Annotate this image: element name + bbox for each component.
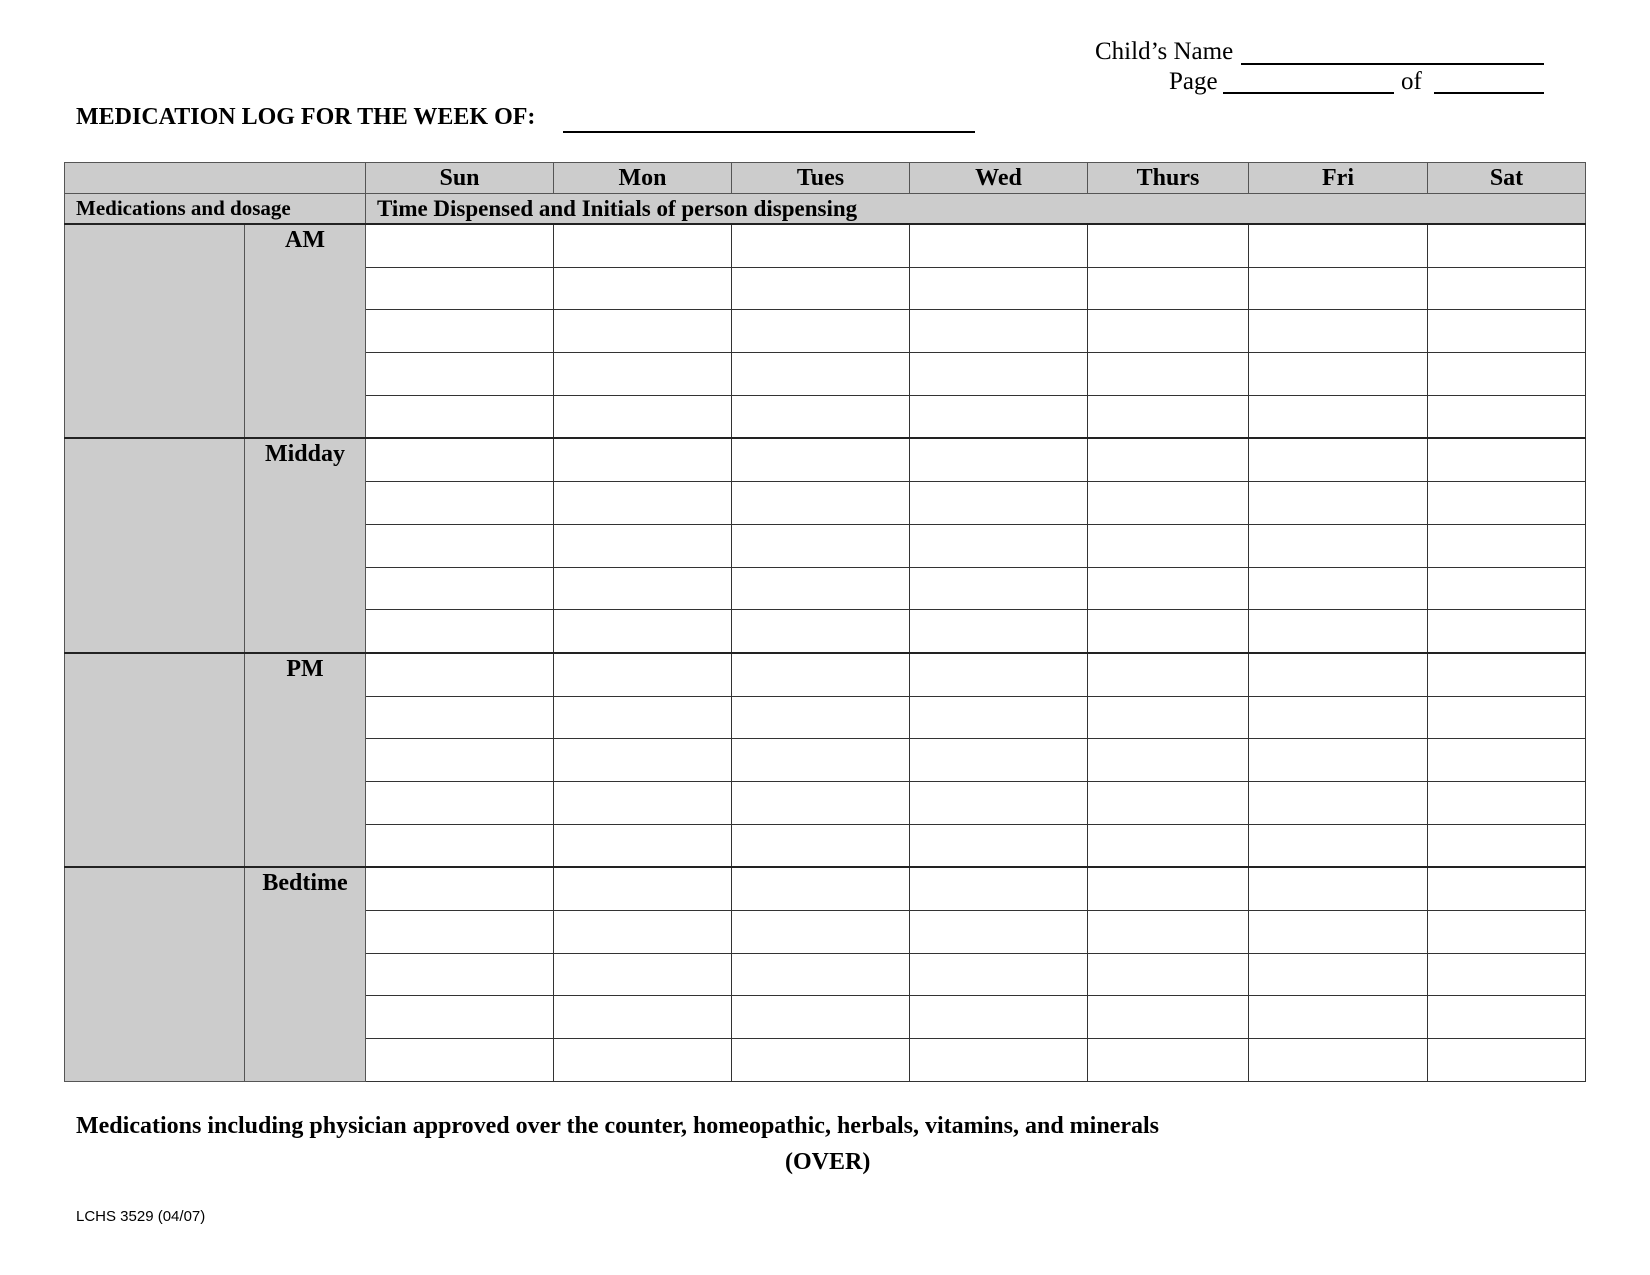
dispense-cell-thurs[interactable]	[1088, 567, 1249, 610]
dispense-cell-tues[interactable]	[732, 696, 910, 739]
dispense-cell-wed[interactable]	[910, 610, 1088, 653]
subheader-row	[65, 194, 1586, 225]
dispense-cell-fri[interactable]	[1249, 567, 1428, 610]
dispense-cell-sat[interactable]	[1428, 824, 1586, 867]
time-slot-label: PM	[245, 653, 366, 867]
dispense-cell-tues[interactable]	[732, 482, 910, 525]
dispense-cell-tues[interactable]	[732, 310, 910, 353]
dispense-cell-sun[interactable]	[366, 353, 554, 396]
page-title: MEDICATION LOG FOR THE WEEK OF:	[76, 104, 536, 130]
dispense-cell-tues[interactable]	[732, 610, 910, 653]
dispense-cell-sat[interactable]	[1428, 567, 1586, 610]
dispense-cell-sun[interactable]	[366, 911, 554, 954]
dispense-cell-sun[interactable]	[366, 781, 554, 824]
childs-name-label: Child’s Name	[1095, 38, 1234, 65]
time-slot-label: AM	[245, 224, 366, 438]
dispense-cell-tues[interactable]	[732, 953, 910, 996]
dispense-cell-wed[interactable]	[910, 567, 1088, 610]
dispense-cell-sat[interactable]	[1428, 353, 1586, 396]
dispense-cell-thurs[interactable]	[1088, 1039, 1249, 1082]
dispense-cell-mon[interactable]	[554, 353, 732, 396]
dispense-cell-thurs[interactable]	[1088, 267, 1249, 310]
dispense-cell-sat[interactable]	[1428, 224, 1586, 267]
dispense-cell-sun[interactable]	[366, 310, 554, 353]
dispense-cell-fri[interactable]	[1249, 438, 1428, 481]
dispense-cell-fri[interactable]	[1249, 482, 1428, 525]
form-code: LCHS 3529 (04/07)	[76, 1208, 206, 1225]
dispense-cell-sun[interactable]	[366, 1039, 554, 1082]
dispense-cell-wed[interactable]	[910, 781, 1088, 824]
dispense-cell-tues[interactable]	[732, 524, 910, 567]
dispense-cell-mon[interactable]	[554, 1039, 732, 1082]
dispense-cell-tues[interactable]	[732, 567, 910, 610]
dispense-cell-fri[interactable]	[1249, 696, 1428, 739]
dispense-cell-thurs[interactable]	[1088, 867, 1249, 910]
dispense-cell-thurs[interactable]	[1088, 310, 1249, 353]
dispense-cell-tues[interactable]	[732, 911, 910, 954]
of-label: of	[1401, 68, 1422, 95]
day-header-sat: Sat	[1428, 163, 1586, 194]
dispense-cell-wed[interactable]	[910, 267, 1088, 310]
dispense-cell-sat[interactable]	[1428, 395, 1586, 438]
medication-dosage-cell[interactable]	[65, 867, 245, 1081]
dispense-cell-sun[interactable]	[366, 482, 554, 525]
dispense-cell-tues[interactable]	[732, 653, 910, 696]
dispense-cell-wed[interactable]	[910, 1039, 1088, 1082]
dispense-cell-fri[interactable]	[1249, 267, 1428, 310]
dispense-cell-sat[interactable]	[1428, 696, 1586, 739]
dispense-cell-mon[interactable]	[554, 953, 732, 996]
dispense-cell-fri[interactable]	[1249, 395, 1428, 438]
dispense-cell-sun[interactable]	[366, 395, 554, 438]
dispense-cell-sat[interactable]	[1428, 1039, 1586, 1082]
dispense-cell-mon[interactable]	[554, 911, 732, 954]
dispense-cell-tues[interactable]	[732, 996, 910, 1039]
dispense-cell-thurs[interactable]	[1088, 653, 1249, 696]
dispense-cell-fri[interactable]	[1249, 739, 1428, 782]
header-blank-cell	[65, 163, 366, 194]
medication-dosage-cell[interactable]	[65, 224, 245, 438]
dispense-cell-wed[interactable]	[910, 224, 1088, 267]
dispense-cell-wed[interactable]	[910, 696, 1088, 739]
dispense-cell-thurs[interactable]	[1088, 524, 1249, 567]
dispense-cell-fri[interactable]	[1249, 610, 1428, 653]
dispense-cell-wed[interactable]	[910, 482, 1088, 525]
day-header-fri: Fri	[1249, 163, 1428, 194]
dispense-cell-wed[interactable]	[910, 996, 1088, 1039]
dispense-cell-sun[interactable]	[366, 567, 554, 610]
dispense-cell-tues[interactable]	[732, 438, 910, 481]
dispense-cell-fri[interactable]	[1249, 310, 1428, 353]
dispense-cell-fri[interactable]	[1249, 867, 1428, 910]
dispense-cell-sat[interactable]	[1428, 438, 1586, 481]
dispense-cell-sat[interactable]	[1428, 781, 1586, 824]
dispense-cell-sat[interactable]	[1428, 739, 1586, 782]
medication-log-table	[64, 162, 1586, 1082]
dispense-cell-tues[interactable]	[732, 395, 910, 438]
log-row	[65, 653, 1586, 696]
dispense-cell-sun[interactable]	[366, 824, 554, 867]
dispense-cell-wed[interactable]	[910, 310, 1088, 353]
dispense-cell-thurs[interactable]	[1088, 224, 1249, 267]
dispense-cell-sun[interactable]	[366, 224, 554, 267]
medication-dosage-cell[interactable]	[65, 438, 245, 652]
dispense-cell-sat[interactable]	[1428, 524, 1586, 567]
dispense-cell-fri[interactable]	[1249, 224, 1428, 267]
dispense-cell-thurs[interactable]	[1088, 996, 1249, 1039]
dispense-cell-sat[interactable]	[1428, 653, 1586, 696]
page-number-field[interactable]	[1223, 92, 1394, 94]
dispense-cell-mon[interactable]	[554, 781, 732, 824]
dispense-cell-thurs[interactable]	[1088, 911, 1249, 954]
dispense-cell-mon[interactable]	[554, 267, 732, 310]
dispense-cell-thurs[interactable]	[1088, 739, 1249, 782]
dispense-cell-mon[interactable]	[554, 824, 732, 867]
log-row	[65, 224, 1586, 267]
dispense-cell-mon[interactable]	[554, 867, 732, 910]
dispense-cell-fri[interactable]	[1249, 524, 1428, 567]
log-row	[65, 438, 1586, 481]
day-header-sun: Sun	[366, 163, 554, 194]
dispense-cell-sun[interactable]	[366, 653, 554, 696]
dispense-cell-wed[interactable]	[910, 953, 1088, 996]
dispense-cell-sat[interactable]	[1428, 996, 1586, 1039]
dispense-cell-sun[interactable]	[366, 524, 554, 567]
log-row	[65, 867, 1586, 910]
dispense-cell-thurs[interactable]	[1088, 438, 1249, 481]
dispense-cell-tues[interactable]	[732, 267, 910, 310]
footnote: Medications including physician approved over the counter, homeopathic, herbals, vitamins, and minerals	[76, 1113, 1159, 1139]
week-of-field[interactable]	[563, 131, 975, 133]
page-label: Page	[1169, 68, 1218, 95]
dispense-cell-sat[interactable]	[1428, 610, 1586, 653]
dispense-cell-sat[interactable]	[1428, 953, 1586, 996]
page-total-field[interactable]	[1434, 92, 1544, 94]
dispense-cell-sat[interactable]	[1428, 267, 1586, 310]
dispense-cell-wed[interactable]	[910, 824, 1088, 867]
dispense-cell-wed[interactable]	[910, 438, 1088, 481]
dispense-cell-mon[interactable]	[554, 224, 732, 267]
dispense-cell-thurs[interactable]	[1088, 953, 1249, 996]
dispense-cell-fri[interactable]	[1249, 996, 1428, 1039]
dispense-cell-wed[interactable]	[910, 867, 1088, 910]
day-header-row	[65, 163, 1586, 194]
dispense-cell-thurs[interactable]	[1088, 482, 1249, 525]
time-dispensed-label: Time Dispensed and Initials of person dispensing	[366, 194, 1586, 225]
dispense-cell-thurs[interactable]	[1088, 696, 1249, 739]
dispense-cell-sat[interactable]	[1428, 911, 1586, 954]
over-label: (OVER)	[785, 1149, 871, 1175]
dispense-cell-wed[interactable]	[910, 653, 1088, 696]
dispense-cell-tues[interactable]	[732, 824, 910, 867]
dispense-cell-sat[interactable]	[1428, 867, 1586, 910]
medication-dosage-cell[interactable]	[65, 653, 245, 867]
dispense-cell-tues[interactable]	[732, 1039, 910, 1082]
dispense-cell-tues[interactable]	[732, 224, 910, 267]
dispense-cell-sun[interactable]	[366, 953, 554, 996]
dispense-cell-thurs[interactable]	[1088, 610, 1249, 653]
dispense-cell-sun[interactable]	[366, 996, 554, 1039]
dispense-cell-fri[interactable]	[1249, 824, 1428, 867]
dispense-cell-fri[interactable]	[1249, 353, 1428, 396]
dispense-cell-thurs[interactable]	[1088, 824, 1249, 867]
dispense-cell-thurs[interactable]	[1088, 395, 1249, 438]
day-header-tues: Tues	[732, 163, 910, 194]
dispense-cell-wed[interactable]	[910, 524, 1088, 567]
dispense-cell-mon[interactable]	[554, 482, 732, 525]
time-slot-label: Midday	[245, 438, 366, 652]
dispense-cell-sun[interactable]	[366, 696, 554, 739]
dispense-cell-mon[interactable]	[554, 610, 732, 653]
dispense-cell-sun[interactable]	[366, 739, 554, 782]
dispense-cell-sun[interactable]	[366, 267, 554, 310]
medications-dosage-label: Medications and dosage	[65, 194, 366, 225]
dispense-cell-wed[interactable]	[910, 911, 1088, 954]
dispense-cell-fri[interactable]	[1249, 653, 1428, 696]
dispense-cell-sun[interactable]	[366, 438, 554, 481]
dispense-cell-tues[interactable]	[732, 781, 910, 824]
dispense-cell-wed[interactable]	[910, 353, 1088, 396]
day-header-mon: Mon	[554, 163, 732, 194]
dispense-cell-mon[interactable]	[554, 567, 732, 610]
dispense-cell-thurs[interactable]	[1088, 781, 1249, 824]
childs-name-field[interactable]	[1241, 63, 1544, 65]
day-header-thurs: Thurs	[1088, 163, 1249, 194]
dispense-cell-sat[interactable]	[1428, 310, 1586, 353]
dispense-cell-mon[interactable]	[554, 395, 732, 438]
dispense-cell-mon[interactable]	[554, 696, 732, 739]
day-header-wed: Wed	[910, 163, 1088, 194]
time-slot-label: Bedtime	[245, 867, 366, 1081]
dispense-cell-mon[interactable]	[554, 310, 732, 353]
dispense-cell-mon[interactable]	[554, 653, 732, 696]
dispense-cell-tues[interactable]	[732, 739, 910, 782]
dispense-cell-sat[interactable]	[1428, 482, 1586, 525]
dispense-cell-mon[interactable]	[554, 739, 732, 782]
dispense-cell-mon[interactable]	[554, 438, 732, 481]
dispense-cell-fri[interactable]	[1249, 953, 1428, 996]
dispense-cell-tues[interactable]	[732, 353, 910, 396]
dispense-cell-wed[interactable]	[910, 395, 1088, 438]
dispense-cell-tues[interactable]	[732, 867, 910, 910]
dispense-cell-fri[interactable]	[1249, 781, 1428, 824]
dispense-cell-fri[interactable]	[1249, 911, 1428, 954]
dispense-cell-sun[interactable]	[366, 610, 554, 653]
dispense-cell-mon[interactable]	[554, 524, 732, 567]
dispense-cell-fri[interactable]	[1249, 1039, 1428, 1082]
dispense-cell-wed[interactable]	[910, 739, 1088, 782]
dispense-cell-sun[interactable]	[366, 867, 554, 910]
dispense-cell-thurs[interactable]	[1088, 353, 1249, 396]
dispense-cell-mon[interactable]	[554, 996, 732, 1039]
